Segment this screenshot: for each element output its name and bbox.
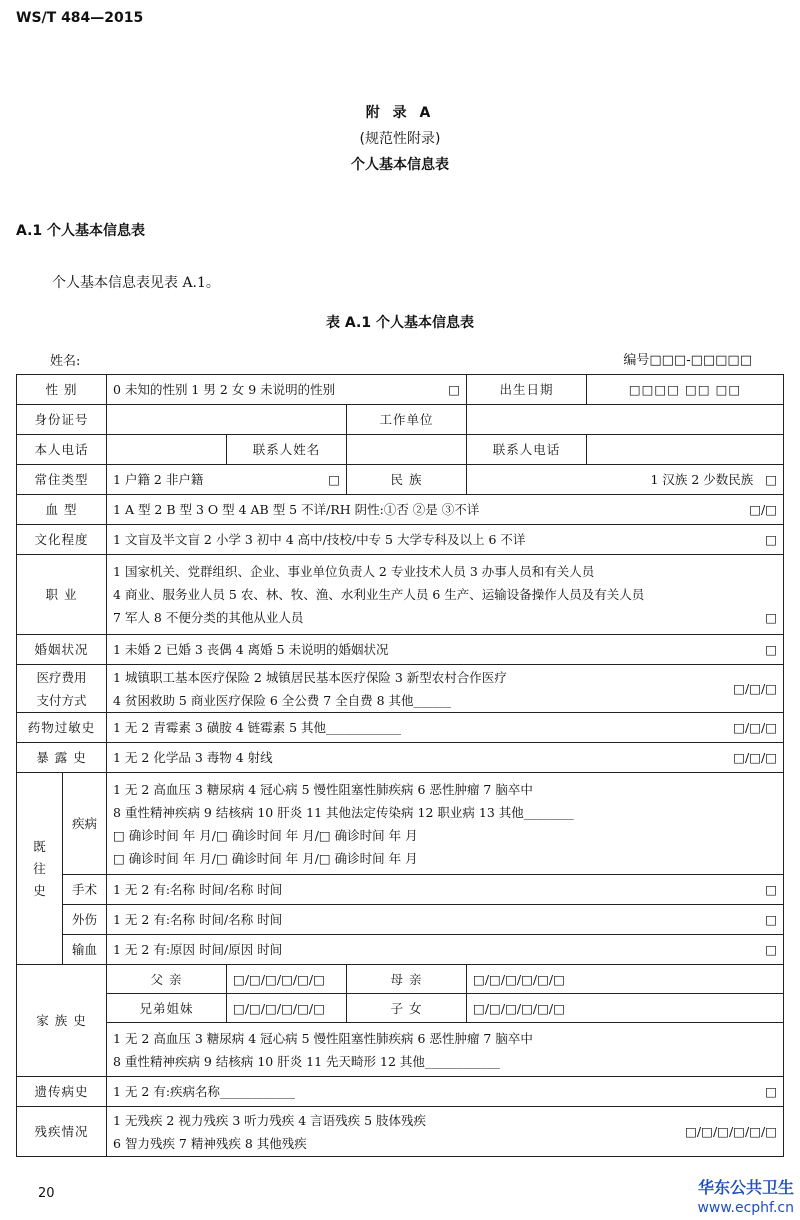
disease-label: 疾病 — [63, 773, 107, 875]
exposure-options: 1 无 2 化学品 3 毒物 4 射线 — [113, 750, 273, 765]
surgery-label: 手术 — [63, 875, 107, 905]
contact-name-label: 联系人姓名 — [227, 435, 347, 465]
transfusion-label: 输血 — [63, 935, 107, 965]
education-label: 文化程度 — [17, 525, 107, 555]
father-label: 父 亲 — [107, 965, 227, 994]
disease-line-4[interactable]: □ 确诊时间 年 月/□ 确诊时间 年 月/□ 确诊时间 年 月 — [113, 850, 418, 866]
id-label: 身份证号 — [17, 405, 107, 435]
row-residence — [17, 465, 784, 495]
medical-line-1: 1 城镇职工基本医疗保险 2 城镇居民基本医疗保险 3 新型农村合作医疗 — [113, 669, 507, 685]
row-transfusion — [17, 935, 784, 965]
residence-box[interactable]: □ — [328, 472, 341, 487]
marital-options: 1 未婚 2 已婚 3 丧偶 4 离婚 5 未说明的婚姻状况 — [113, 642, 389, 657]
children-label: 子 女 — [347, 994, 467, 1023]
trauma-options: 1 无 2 有:名称 时间/名称 时间 — [113, 912, 283, 927]
gender-options: 0 未知的性别 1 男 2 女 9 未说明的性别 — [113, 382, 336, 397]
exposure-label: 暴 露 史 — [17, 743, 107, 773]
ethnic-label: 民 族 — [347, 465, 467, 495]
row-family-siblings — [17, 994, 784, 1023]
row-exposure — [17, 743, 784, 773]
medical-label-2: 支付方式 — [36, 692, 87, 708]
exposure-box[interactable]: □/□/□ — [733, 750, 778, 765]
occupation-box[interactable]: □ — [765, 610, 778, 625]
section-intro: 个人基本信息表见表 A.1。 — [52, 275, 220, 291]
children-boxes[interactable]: □/□/□/□/□/□ — [467, 994, 784, 1023]
occupation-line-1: 1 国家机关、党群组织、企业、事业单位负责人 2 专业技术人员 3 办事人员和有关人员 — [113, 564, 595, 579]
blood-label: 血 型 — [17, 495, 107, 525]
mother-boxes[interactable]: □/□/□/□/□/□ — [467, 965, 784, 994]
genetic-options: 1 无 2 有:疾病名称____________ — [113, 1084, 296, 1099]
contact-name-value[interactable] — [347, 435, 467, 465]
phone-label: 本人电话 — [17, 435, 107, 465]
row-occupation — [17, 555, 784, 635]
father-boxes[interactable]: □/□/□/□/□/□ — [227, 965, 347, 994]
phone-value[interactable] — [107, 435, 227, 465]
table-caption: 表 A.1 个人基本信息表 — [326, 315, 474, 331]
surgery-box[interactable]: □ — [765, 882, 778, 897]
trauma-label: 外伤 — [63, 905, 107, 935]
row-education — [17, 525, 784, 555]
transfusion-box[interactable]: □ — [765, 942, 778, 957]
transfusion-options: 1 无 2 有:原因 时间/原因 时间 — [113, 942, 283, 957]
surgery-options: 1 无 2 有:名称 时间/名称 时间 — [113, 882, 283, 897]
appendix-name: 个人基本信息表 — [351, 157, 449, 173]
ethnic-options: 1 汉族 2 少数民族 — [650, 472, 754, 487]
disability-box[interactable]: □/□/□/□/□/□ — [685, 1124, 778, 1139]
residence-label: 常住类型 — [17, 465, 107, 495]
watermark-text: 华东公共卫生 — [697, 1178, 794, 1197]
education-options: 1 文盲及半文盲 2 小学 3 初中 4 高中/技校/中专 5 大学专科及以上 6 不详 — [113, 532, 526, 547]
blood-box[interactable]: □/□ — [749, 502, 778, 517]
work-label: 工作单位 — [347, 405, 467, 435]
allergy-options: 1 无 2 青霉素 3 磺胺 4 链霉素 5 其他____________ — [113, 720, 402, 735]
row-id — [17, 405, 784, 435]
history-label: 既往史 — [17, 773, 63, 965]
occupation-label: 职 业 — [17, 555, 107, 635]
birth-label: 出生日期 — [467, 375, 587, 405]
allergy-label: 药物过敏史 — [17, 713, 107, 743]
row-trauma — [17, 905, 784, 935]
contact-phone-label: 联系人电话 — [467, 435, 587, 465]
section-heading: A.1 个人基本信息表 — [16, 223, 146, 239]
disease-line-3[interactable]: □ 确诊时间 年 月/□ 确诊时间 年 月/□ 确诊时间 年 月 — [113, 827, 418, 843]
occupation-line-2: 4 商业、服务业人员 5 农、林、牧、渔、水利业生产人员 6 生产、运输设备操作人员及有关人员 — [113, 587, 645, 602]
allergy-box[interactable]: □/□/□ — [733, 720, 778, 735]
row-medical — [17, 665, 784, 713]
genetic-label: 遗传病史 — [17, 1077, 107, 1107]
name-label: 姓名: — [50, 354, 81, 369]
occupation-line-3: 7 军人 8 不便分类的其他从业人员 — [113, 610, 304, 625]
contact-phone-value[interactable] — [587, 435, 784, 465]
work-value[interactable] — [467, 405, 784, 435]
row-family-diseases — [17, 1023, 784, 1077]
marital-box[interactable]: □ — [765, 642, 778, 657]
standard-code: WS/T 484—2015 — [16, 10, 144, 26]
row-family-parents — [17, 965, 784, 994]
personal-info-table — [16, 374, 784, 1157]
row-disability — [17, 1107, 784, 1157]
gender-label: 性 别 — [17, 375, 107, 405]
medical-label-1: 医疗费用 — [36, 669, 87, 685]
gender-box[interactable]: □ — [448, 382, 461, 397]
row-gender — [17, 375, 784, 405]
family-disease-line-1: 1 无 2 高血压 3 糖尿病 4 冠心病 5 慢性阻塞性肺疾病 6 恶性肿瘤 7 脑卒中 — [113, 1030, 533, 1046]
row-genetic — [17, 1077, 784, 1107]
number-label: 编号□□□-□□□□□ — [623, 353, 752, 368]
genetic-box[interactable]: □ — [765, 1084, 778, 1099]
row-phone — [17, 435, 784, 465]
siblings-boxes[interactable]: □/□/□/□/□/□ — [227, 994, 347, 1023]
birth-boxes[interactable]: □□□□ □□ □□ — [587, 375, 784, 405]
page-number: 20 — [38, 1186, 55, 1201]
row-surgery — [17, 875, 784, 905]
id-value[interactable] — [107, 405, 347, 435]
blood-options: 1 A 型 2 B 型 3 O 型 4 AB 型 5 不详/RH 阴性:①否 ②是 ③不详 — [113, 502, 480, 517]
disease-line-2: 8 重性精神疾病 9 结核病 10 肝炎 11 其他法定传染病 12 职业病 13 其他________ — [113, 804, 574, 820]
medical-line-2: 4 贫困救助 5 商业医疗保险 6 全公费 7 全自费 8 其他______ — [113, 692, 452, 708]
marital-label: 婚姻状况 — [17, 635, 107, 665]
education-box[interactable]: □ — [765, 532, 778, 547]
row-allergy — [17, 713, 784, 743]
family-disease-line-2: 8 重性精神疾病 9 结核病 10 肝炎 11 先天畸形 12 其他____________ — [113, 1053, 500, 1069]
disability-line-2: 6 智力残疾 7 精神残疾 8 其他残疾 — [113, 1135, 307, 1151]
medical-box[interactable]: □/□/□ — [733, 681, 778, 696]
gender-cell[interactable] — [107, 375, 467, 405]
disability-line-1: 1 无残疾 2 视力残疾 3 听力残疾 4 言语残疾 5 肢体残疾 — [113, 1112, 427, 1128]
family-label: 家 族 史 — [17, 965, 107, 1077]
ethnic-box[interactable]: □ — [765, 472, 778, 487]
siblings-label: 兄弟姐妹 — [107, 994, 227, 1023]
disability-label: 残疾情况 — [17, 1107, 107, 1157]
disease-line-1: 1 无 2 高血压 3 糖尿病 4 冠心病 5 慢性阻塞性肺疾病 6 恶性肿瘤 7 脑卒中 — [113, 781, 533, 797]
row-marital — [17, 635, 784, 665]
row-blood — [17, 495, 784, 525]
mother-label: 母 亲 — [347, 965, 467, 994]
residence-options: 1 户籍 2 非户籍 — [113, 472, 204, 487]
row-history-disease — [17, 773, 784, 875]
appendix-title: 附 录 A — [365, 105, 435, 121]
watermark-url: www.ecphf.cn — [697, 1200, 794, 1216]
watermark — [697, 1178, 794, 1218]
trauma-box[interactable]: □ — [765, 912, 778, 927]
appendix-subtitle: (规范性附录) — [359, 131, 441, 147]
